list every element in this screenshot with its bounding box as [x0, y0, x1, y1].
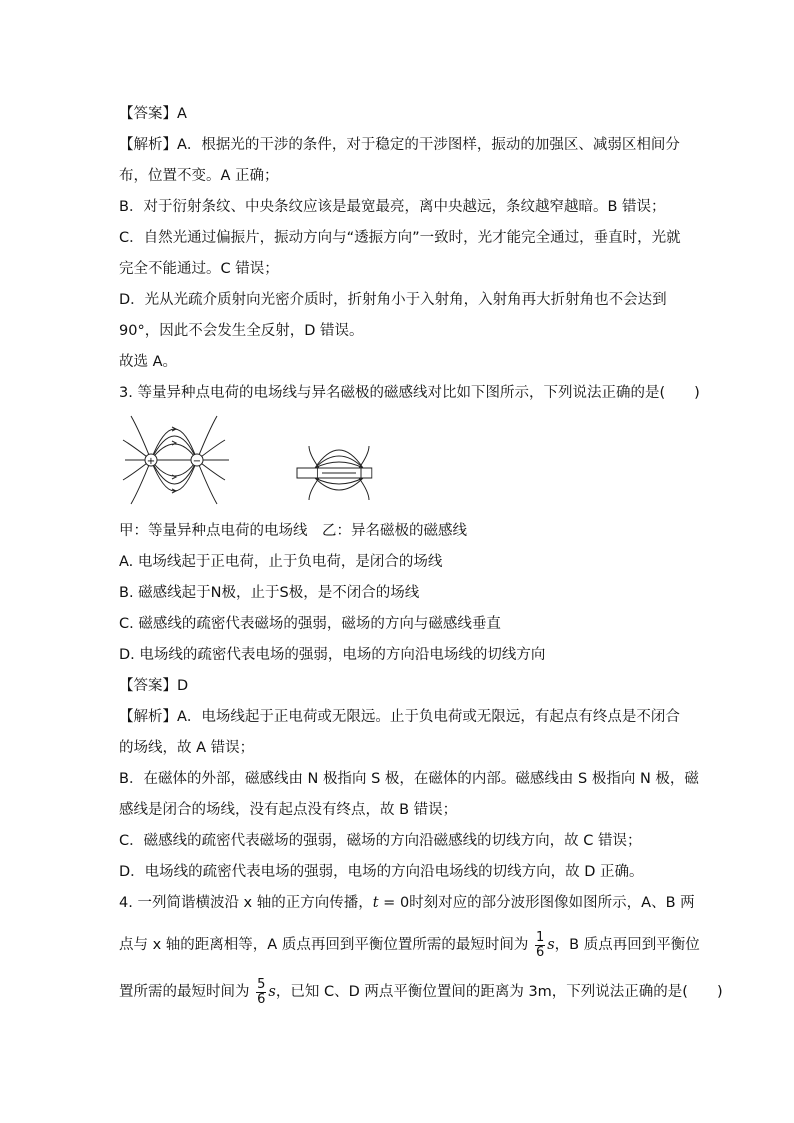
time-unit: s — [268, 984, 276, 1000]
q3-analysis-b-line1: B．在磁体的外部，磁感线由 N 极指向 S 极，在磁体的内部。磁感线由 S 极指向 N 极，磁 — [119, 771, 699, 787]
q2-option-d-analysis-line2: 90°，因此不会发生全反射，D 错误。 — [119, 323, 364, 339]
q3-analysis-d: D．电场线的疏密代表电场的强弱，电场的方向沿电场线的切线方向，故 D 正确。 — [119, 864, 644, 880]
fraction-numerator: 1 — [535, 929, 545, 945]
q2-analysis-line2: 布，位置不变。A 正确； — [119, 168, 279, 184]
q3-analysis-a-line1: 【解析】A．电场线起于正电荷或无限远。止于负电荷或无限远，有起点有终点是不闭合 — [119, 709, 680, 725]
q3-stem: 3. 等量异种点电荷的电场线与异名磁极的磁感线对比如下图所示，下列说法正确的是( ) — [119, 385, 700, 401]
fraction-one-sixth — [535, 931, 545, 960]
q4-stem-line1 — [119, 893, 695, 913]
q4-stem-line3 — [119, 975, 723, 1009]
q2-option-b-analysis: B．对于衍射条纹、中央条纹应该是最宽最亮，离中央越远，条纹越窄越暗。B 错误； — [119, 199, 666, 215]
q3-figure-caption: 甲：等量异种点电荷的电场线 乙：异名磁极的磁感线 — [119, 523, 467, 539]
q2-analysis-line1: 【解析】A．根据光的干涉的条件，对于稳定的干涉图样，振动的加强区、减弱区相间分 — [119, 137, 680, 153]
q3-answer: 【答案】D — [119, 678, 189, 694]
q2-conclusion: 故选 A。 — [119, 354, 178, 370]
fraction-five-sixths — [256, 978, 266, 1007]
q4-stem-line2 — [119, 928, 700, 962]
q2-option-d-analysis-line1: D．光从光疏介质射向光密介质时，折射角小于入射角，入射角再大折射角也不会达到 — [119, 292, 667, 308]
fraction-denominator: 6 — [257, 991, 266, 1007]
q4-stem-line1-part2: = 0时刻对应的部分波形图像如图所示，A、B 两 — [378, 895, 695, 911]
q2-answer: 【答案】A — [119, 106, 187, 122]
field-lines-figure — [119, 410, 389, 510]
fraction-denominator: 6 — [535, 944, 545, 960]
q4-stem-line3-part2: ，已知 C、D 两点平衡位置间的距离为 3m，下列说法正确的是( ) — [275, 984, 723, 1000]
plus-sign: + — [146, 456, 156, 467]
minus-sign: − — [192, 456, 202, 467]
q4-stem-line2-part2: ，B 质点再回到平衡位 — [554, 937, 700, 953]
q4-stem-line1-part1: 4. 一列简谐横波沿 x 轴的正方向传播， — [119, 895, 373, 911]
q2-option-c-analysis-line1: C．自然光通过偏振片，振动方向与“透振方向”一致时，光才能完全通过，垂直时，光就 — [119, 230, 681, 246]
q3-analysis-b-line2: 感线是闭合的场线，没有起点没有终点，故 B 错误； — [119, 802, 458, 818]
q2-option-c-analysis-line2: 完全不能通过。C 错误； — [119, 261, 279, 277]
q3-analysis-a-line2: 的场线，故 A 错误； — [119, 740, 255, 756]
q3-option-a: A. 电场线起于正电荷，止于负电荷，是闭合的场线 — [119, 554, 443, 570]
fraction-numerator: 5 — [257, 976, 266, 992]
q4-stem-line3-part1: 置所需的最短时间为 — [119, 984, 250, 1000]
q4-stem-line2-part1: 点与 x 轴的距离相等，A 质点再回到平衡位置所需的最短时间为 — [119, 937, 529, 953]
q3-option-b: B. 磁感线起于N极，止于S极，是不闭合的场线 — [119, 585, 420, 601]
q3-option-d: D. 电场线的疏密代表电场的强弱，电场的方向沿电场线的切线方向 — [119, 647, 546, 663]
time-unit: s — [547, 937, 555, 953]
field-lines-diagram — [119, 410, 389, 510]
q4-time-symbol: t — [372, 895, 379, 911]
q3-analysis-c: C．磁感线的疏密代表磁场的强弱，磁场的方向沿磁感线的切线方向，故 C 错误； — [119, 833, 642, 849]
q3-option-c: C. 磁感线的疏密代表磁场的强弱，磁场的方向与磁感线垂直 — [119, 616, 501, 632]
